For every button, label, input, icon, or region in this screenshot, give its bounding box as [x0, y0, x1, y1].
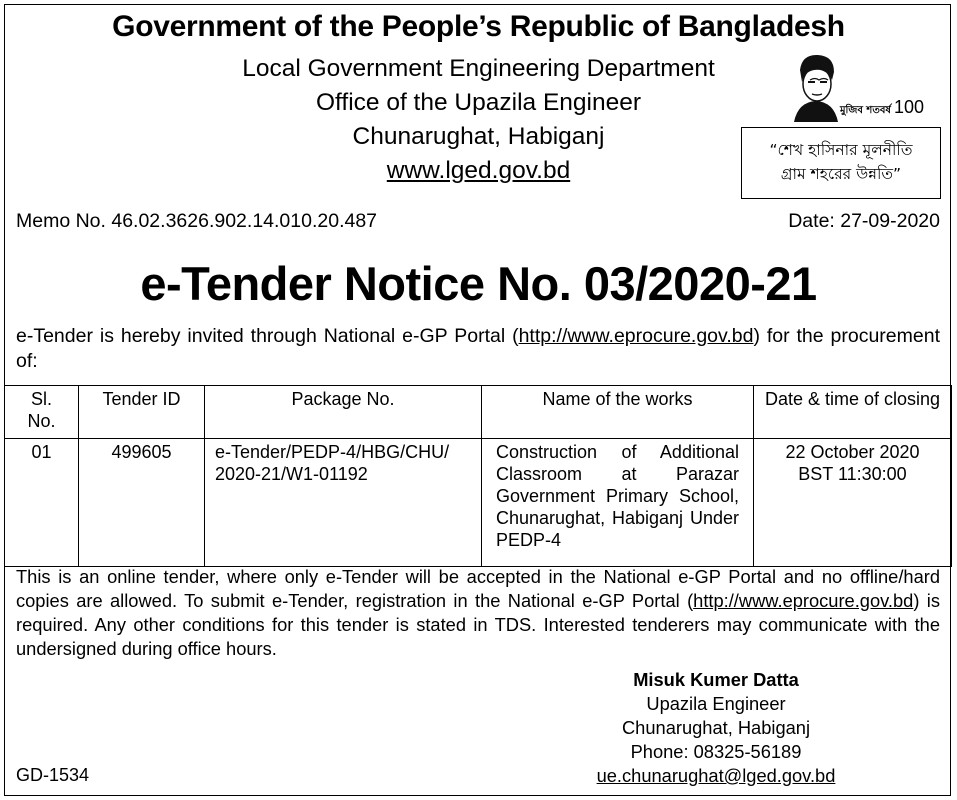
portrait-emblem-icon	[786, 50, 844, 122]
header-sl: Sl. No.	[5, 386, 79, 439]
signatory-designation: Upazila Engineer	[646, 693, 786, 714]
location-line: Chunarughat, Habiganj	[352, 123, 605, 150]
cell-closing	[754, 439, 952, 567]
conditions-paragraph	[16, 565, 940, 661]
signatory-name: Misuk Kumer Datta	[633, 669, 799, 690]
website-link[interactable]: www.lged.gov.bd	[386, 157, 571, 184]
closing-time: BST 11:30:00	[798, 464, 907, 484]
intro-text-1: e-Tender is hereby invited through National e-GP Portal (	[16, 325, 519, 347]
package-line-2: 2020-21/W1-01192	[215, 464, 368, 484]
cell-package	[205, 439, 482, 567]
cell-tender-id: 499605	[79, 439, 205, 567]
memo-number: Memo No. 46.02.3626.902.14.010.20.487	[16, 210, 378, 232]
notice-title: e-Tender Notice No. 03/2020-21	[140, 257, 817, 310]
mujib-centenary-logo	[840, 98, 924, 116]
cell-works: Construction of Additional Classroom at Parazar Government Primary School, Chunarughat, Habiganj Under PEDP-4	[482, 439, 754, 567]
signatory-location: Chunarughat, Habiganj	[621, 717, 811, 738]
eprocure-link[interactable]: http://www.eprocure.gov.bd	[518, 325, 754, 347]
header-closing: Date & time of closing	[754, 386, 952, 439]
slogan-line-2: গ্রাম শহরের উন্নতি”	[780, 165, 902, 183]
slogan-box	[741, 127, 941, 199]
header-package: Package No.	[205, 386, 482, 439]
conditions-text-2: ) is required. Any other conditions for this tender is stated in TDS. Interested tenderers may communicate with the undersigned during office hours.	[16, 590, 940, 659]
mujib-label: মুজিব শতবর্ষ	[840, 105, 891, 116]
header-tender-id: Tender ID	[79, 386, 205, 439]
slogan-line-1: “শেখ হাসিনার মূলনীতি	[769, 141, 913, 159]
intro-paragraph	[16, 324, 940, 374]
table-header-row	[5, 386, 952, 439]
signatory-phone: Phone: 08325-56189	[630, 741, 802, 762]
notice-date: Date: 27-09-2020	[788, 210, 940, 232]
signature-block	[590, 668, 842, 788]
package-line-1: e-Tender/PEDP-4/HBG/CHU/	[215, 442, 450, 462]
footer-code: GD-1534	[16, 765, 90, 785]
signatory-email[interactable]: ue.chunarughat@lged.gov.bd	[596, 765, 836, 786]
tender-table	[4, 385, 952, 567]
intro-text-2: ) for the procurement of:	[16, 325, 940, 372]
conditions-text-1: This is an online tender, where only e-Tender will be accepted in the National e-GP Portal and no offline/hard copies are allowed. To submit e-Tender, registration in the National e-GP Portal (	[16, 566, 940, 611]
government-heading: Government of the People’s Republic of Bangladesh	[112, 10, 845, 43]
closing-date: 22 October 2020	[785, 442, 920, 462]
eprocure-link-2[interactable]: http://www.eprocure.gov.bd	[693, 590, 914, 611]
mujib-number: 100	[893, 97, 925, 117]
department-line: Local Government Engineering Department	[242, 55, 715, 82]
cell-sl: 01	[5, 439, 79, 567]
header-works: Name of the works	[482, 386, 754, 439]
office-line: Office of the Upazila Engineer	[315, 89, 642, 116]
table-row	[5, 439, 952, 567]
